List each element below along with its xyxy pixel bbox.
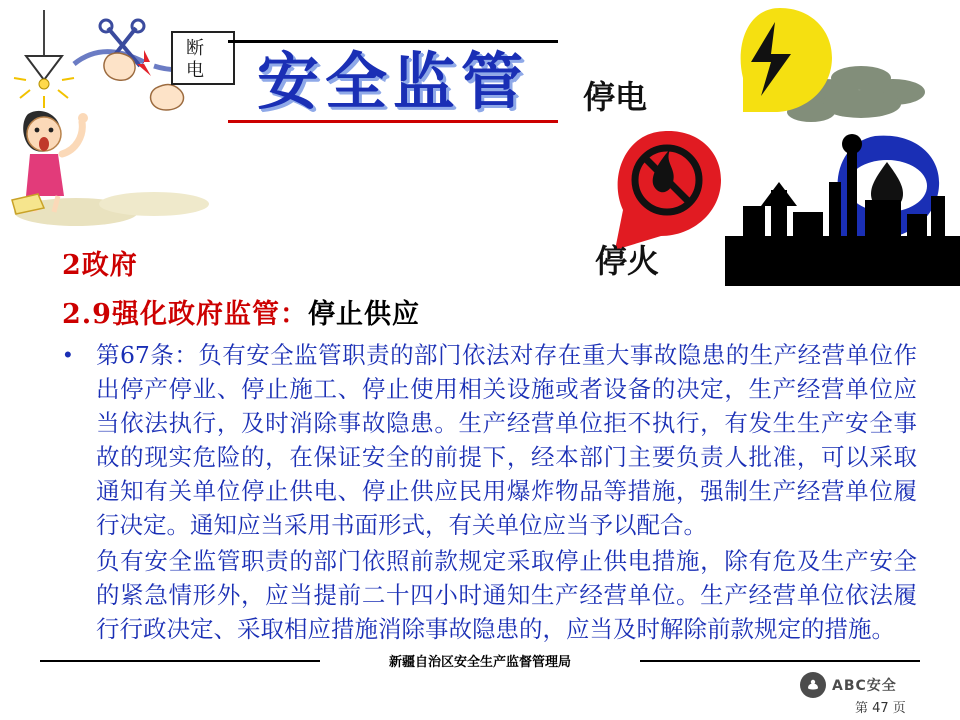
page-number: 第 47 页 <box>855 701 906 716</box>
watermark-badge <box>800 672 897 698</box>
svg-text:电: 电 <box>186 60 204 81</box>
paragraph-one: 第67条：负有安全监管职责的部门依法对存在重大事故隐患的生产经营单位作出停产停业、停止施工、停止使用相关设施或者设备的决定，生产经营单位应当依法执行，及时消除事故隐患。生产经营单位拒不执行，有发生生产安全事故的现实危险的，在保证安全的前提下，经本部门主要负责人批准，可以采取通知有关单位停止供电、停止供应民用爆炸物品等措施，强制生产经营单位履行决定。通知应当采用书面形式，有关单位应当予以配合。 <box>96 341 917 539</box>
label-power: 停电 <box>583 78 648 116</box>
bullet-marker: • <box>64 342 72 367</box>
subsection-label: 强化政府监管： <box>111 299 308 330</box>
fire-badge <box>615 131 721 250</box>
label-fire: 停火 <box>595 242 660 280</box>
right-graphic <box>575 0 960 295</box>
page-title: 安全监管 <box>256 45 529 118</box>
subsection-label-plain: 停止供应 <box>307 299 420 330</box>
subsection-heading <box>62 292 420 331</box>
subsection-number: 2.9 <box>62 299 112 330</box>
svg-text:断: 断 <box>186 38 204 59</box>
title-rule-top <box>228 40 558 43</box>
title-block <box>228 40 558 123</box>
watermark-logo-icon <box>800 672 826 698</box>
paragraph-two: 负有安全监管职责的部门依照前款规定采取停止供电措施，除有危及生产安全的紧急情形外，应当提前二十四小时通知生产经营单位。生产经营单位依法履行行政决定、采取相应措施消除事故隐患的，应当及时解除前款规定的措施。 <box>96 547 917 643</box>
section-heading <box>62 243 138 282</box>
section-number: 2 <box>62 250 82 281</box>
body-content <box>62 338 917 646</box>
left-cartoon-illustration <box>4 4 244 234</box>
sign-board <box>172 32 234 84</box>
bullet-item <box>62 338 917 542</box>
section-label: 政府 <box>81 250 138 281</box>
watermark-label: ABC安全 <box>832 678 897 694</box>
footer-organization: 新疆自治区安全生产监督管理局 <box>388 655 571 670</box>
title-rule-bottom <box>228 120 558 123</box>
